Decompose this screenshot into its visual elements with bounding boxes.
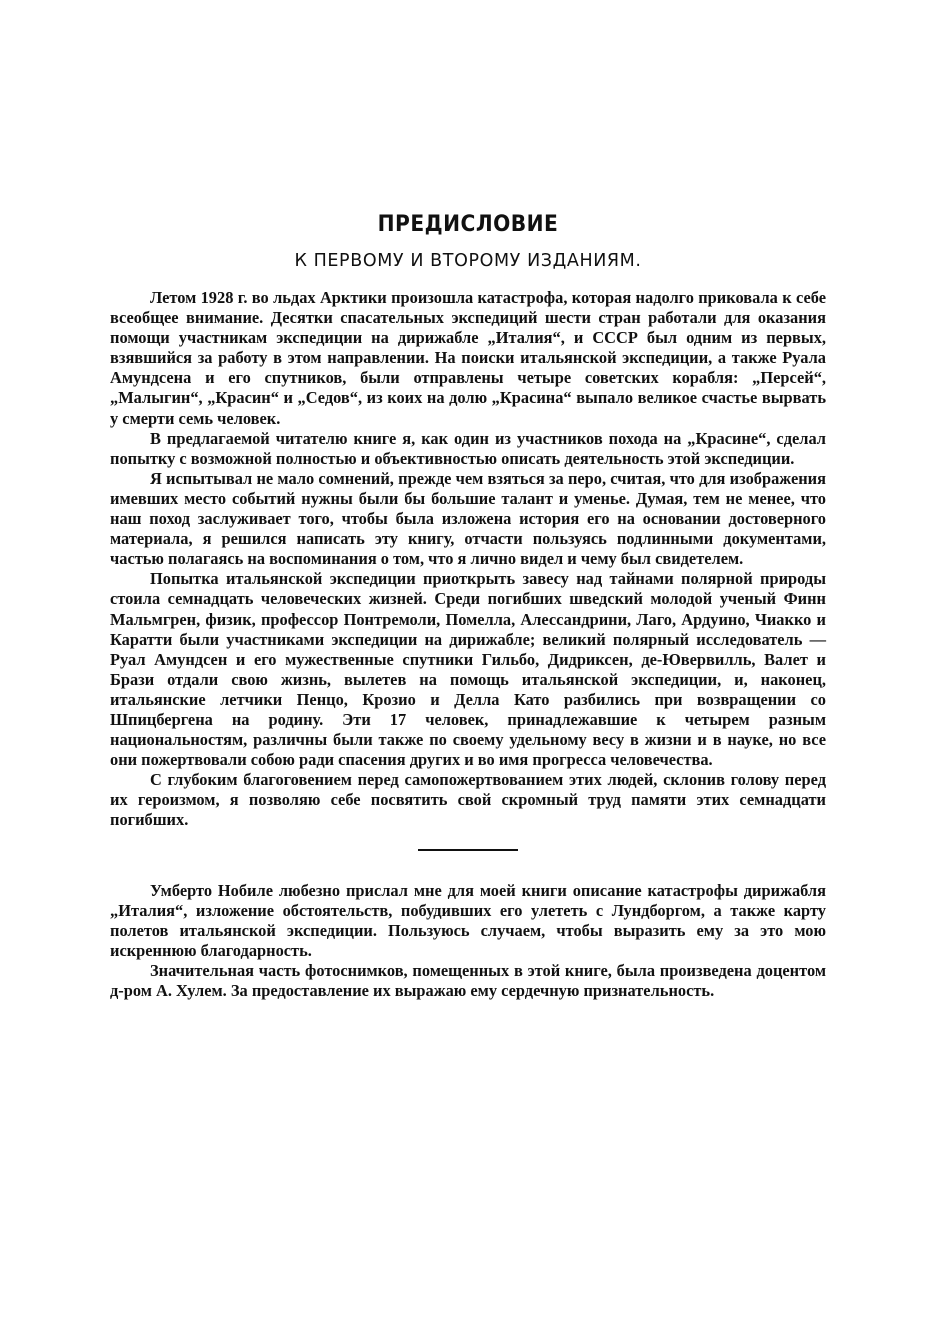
paragraph-5: С глубоким благоговением перед самопожертвованием этих людей, склонив голову перед их героизмом, я позволяю себе посвятить свой скромный труд памяти этих семнадцати погибших. — [110, 770, 826, 830]
acknowledgements — [110, 881, 826, 1002]
paragraph-2: В предлагаемой читателю книге я, как один из участников похода на „Красине“, сделал попытку с возможной полностью и объективностью описать деятельность этой экспедиции. — [110, 428, 826, 468]
paragraph-4: Попытка итальянской экспедиции приоткрыть завесу над тайнами полярной природы стоила семнадцать человеческих жизней. Среди погибших шведский молодой ученый Финн Мальмгрен, физик, профессор Понтремоли, Помелла, Алессандрини, Лаго, Ардуино, Чиакко и Каратти были участниками экспедиции на дирижабле; великий полярный исследователь — Руал Амундсен и его мужественные спутники Гильбо, Дидриксен, де-Ювервилль, Валет и Брази отдали свою жизнь, вылетев на помощь итальянской экспедиции, и, наконец, итальянские летчики Пенцо, Крозио и Делла Като разбились при возвращении со Шпицбергена на родину. Эти 17 человек, принадлежавшие к четырем разным национальностям, различны были также по своему удельному весу в жизни и в науке, но все они пожертвовали собою ради спасения других и во имя прогресса человечества. — [110, 569, 826, 770]
section-divider — [418, 849, 518, 851]
paragraph-3: Я испытывал не мало сомнений, прежде чем взяться за перо, считая, что для изображения имевших место событий нужны были бы большие талант и уменье. Думая, тем не менее, что наш поход заслуживает того, чтобы была изложена история его на основании достоверного материала, я решился написать эту книгу, отчасти пользуясь подлинными документами, частью полагаясь на воспоминания о том, что я лично видел и чему был свидетелем. — [110, 468, 826, 569]
page-subtitle: К ПЕРВОМУ И ВТОРОМУ ИЗДАНИЯМ. — [294, 251, 642, 271]
main-text — [110, 288, 826, 831]
page-title: ПРЕДИСЛОВИЕ — [377, 212, 559, 237]
acknowledgement-paragraph-1: Умберто Нобиле любезно прислал мне для моей книги описание катастрофы дирижабля „Италия“, изложение обстоятельств, побудивших его улететь с Лундборгом, а также карту полетов итальянской экспедиции. Пользуюсь случаем, чтобы выразить ему за это мою искреннюю благодарность. — [110, 880, 826, 960]
paragraph-1: Летом 1928 г. во льдах Арктики произошла катастрофа, которая надолго приковала к себе всеобщее внимание. Десятки спасательных экспедиций шести стран работали для оказания помощи участникам экспедиции на дирижабле „Италия“, и СССР был одним из первых, взявшийся за работу в этом направлении. На поиски итальянской экспедиции, а также Руала Амундсена и его спутников, были отправлены четыре советских корабля: „Персей“, „Малыгин“, „Красин“ и „Седов“, из коих на долю „Красина“ выпало великое счастье вырвать у смерти семь человек. — [110, 288, 826, 428]
acknowledgement-paragraph-2: Значительная часть фотоснимков, помещенных в этой книге, была произведена доцентом д-ром А. Хулем. За предоставление их выражаю ему сердечную признательность. — [110, 960, 826, 1000]
document-page — [110, 212, 826, 1001]
